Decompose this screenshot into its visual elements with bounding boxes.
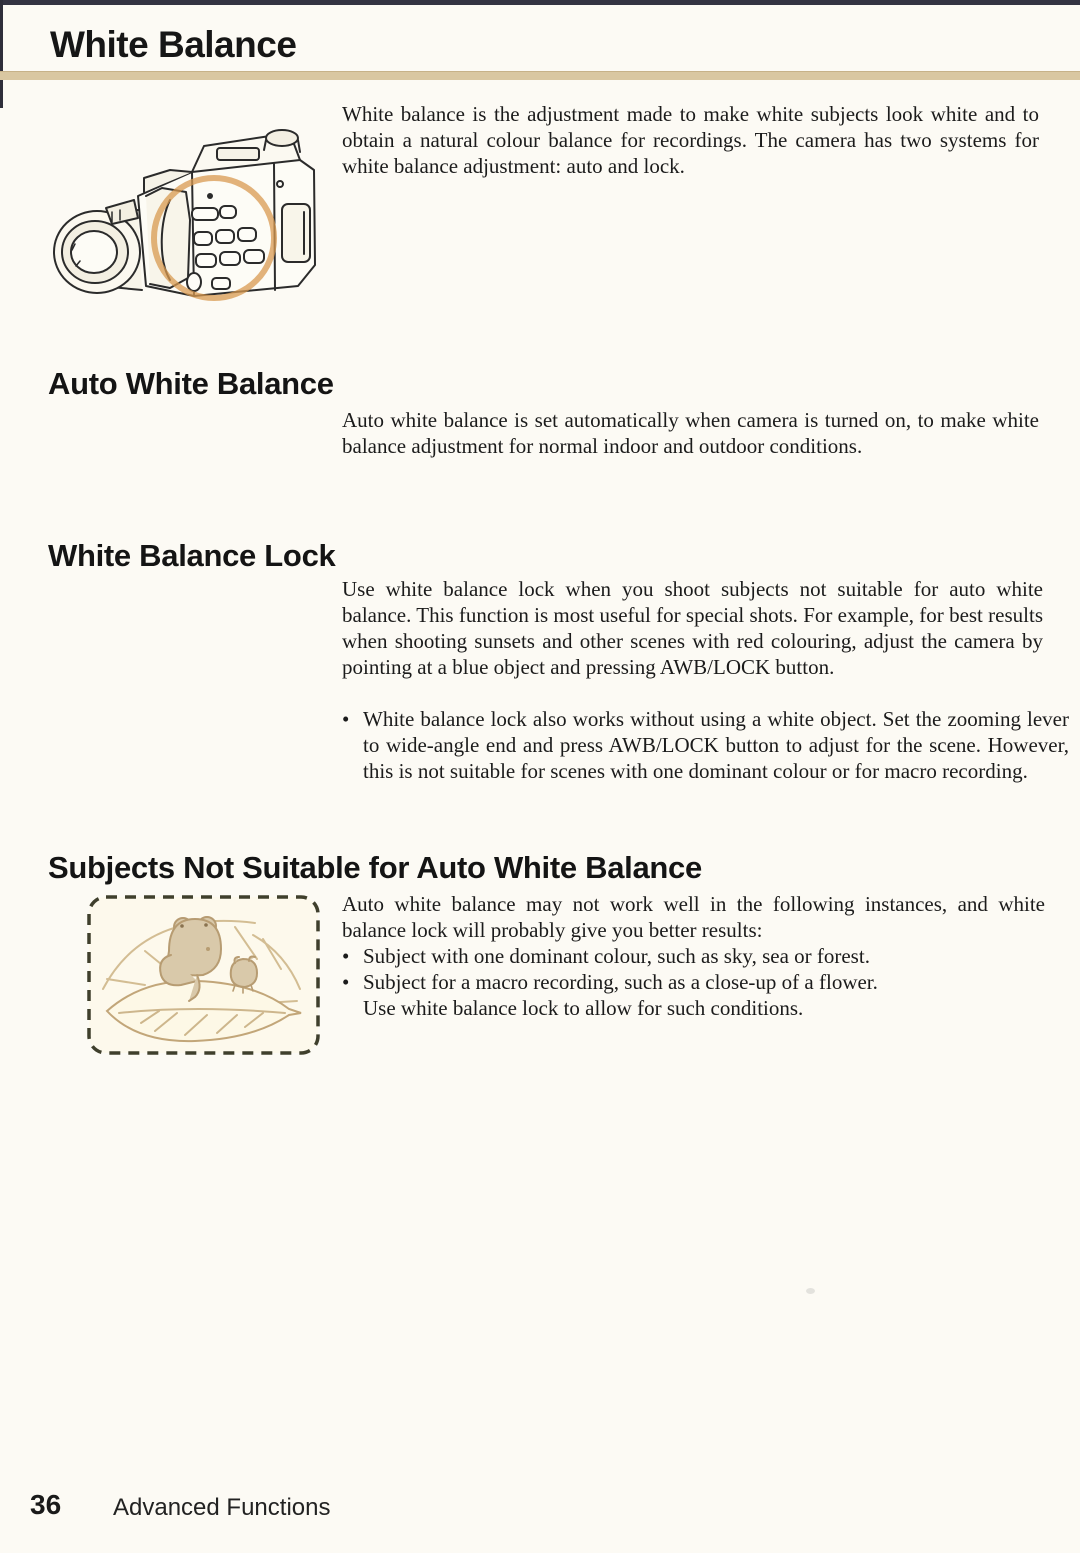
bullet-icon: • [342,707,350,731]
section-heading-white-balance-lock: White Balance Lock [48,538,336,573]
scan-left-edge [0,0,3,108]
scan-smudge [806,1288,815,1294]
section-heading-auto-white-balance: Auto White Balance [48,366,334,401]
note-text: White balance lock also works without using a white object. Set the zooming lever to wide-angle end and press AWB/LOCK button to adjust for the scene. However, this is not suitable for scenes with one dominant colour or for macro recording. [363,707,1069,783]
bullet-icon: • [342,970,350,994]
subjects-intro: Auto white balance may not work well in the following instances, and white balance lock will probably give you better results: [342,892,1045,942]
section-heading-subjects-not-suitable: Subjects Not Suitable for Auto White Balance [48,850,702,885]
header-rule [0,71,1080,80]
camera-illustration [42,100,338,322]
page-number: 36 [30,1489,62,1520]
frog-on-leaf-drawing [85,893,322,1057]
subjects-bullet-continuation: Use white balance lock to allow for such conditions. [363,996,804,1020]
bullet-text: Subject for a macro recording, such as a close-up of a flower. [363,970,878,994]
bullet-text: Subject with one dominant colour, such as sky, sea or forest. [363,944,870,968]
subjects-bullet-2 [342,969,1045,995]
intro-paragraph: White balance is the adjustment made to make white subjects look white and to obtain a natural colour balance for recordings. The camera has two systems for white balance adjustment: auto and lock. [342,102,1039,178]
white-balance-lock-note [342,706,1069,784]
page-title: White Balance [50,24,297,65]
frog-illustration [85,893,322,1057]
subjects-section-text [342,891,1045,1021]
subjects-bullet-1 [342,943,1045,969]
footer-section-label: Advanced Functions [113,1494,331,1521]
scan-top-edge [0,0,1080,5]
bullet-icon: • [342,944,350,968]
auto-white-balance-body: Auto white balance is set automatically when camera is turned on, to make white balance adjustment for normal indoor and outdoor conditions. [342,408,1039,458]
camcorder-line-drawing [42,100,338,322]
white-balance-lock-body: Use white balance lock when you shoot subjects not suitable for auto white balance. This function is most useful for special shots. For example, for best results when shooting sunsets and other scenes with red colouring, adjust the camera by pointing at a blue object and pressing AWB/LOCK button. [342,577,1043,679]
